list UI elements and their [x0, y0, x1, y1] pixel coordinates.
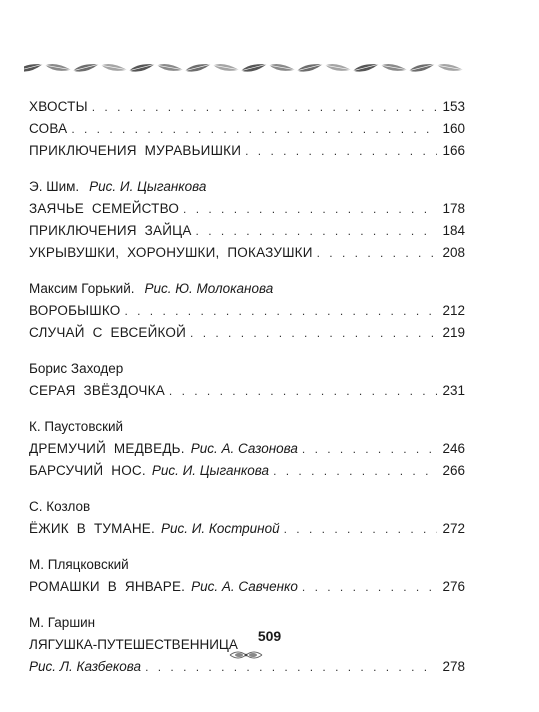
dot-leader: [273, 460, 437, 482]
author-name: М. Гаршин: [29, 615, 96, 630]
toc-entry[interactable]: [29, 518, 465, 540]
dot-leader: [317, 242, 437, 264]
illustrator-credit: Рис. И. Цыганкова: [89, 179, 207, 194]
story-title: ЁЖИК В ТУМАНЕ.: [29, 521, 155, 536]
toc-entry[interactable]: [29, 380, 465, 402]
page-ref: 153: [442, 99, 465, 114]
page-ref: 184: [442, 223, 465, 238]
toc-entry[interactable]: [29, 242, 465, 264]
dot-leader: [183, 198, 437, 220]
page-ref: 266: [442, 463, 465, 478]
toc-entry[interactable]: [29, 322, 465, 344]
toc-entry[interactable]: [29, 300, 465, 322]
author-name: К. Паустовский: [29, 419, 124, 434]
author-name: Э. Шим.: [29, 179, 80, 194]
story-title: БАРСУЧИЙ НОС.: [29, 463, 146, 478]
page-ref: 178: [442, 201, 465, 216]
toc-group: [29, 96, 465, 162]
dot-leader: [196, 220, 437, 242]
dot-leader: [124, 300, 437, 322]
page-ref: 212: [442, 303, 465, 318]
dot-leader: [302, 438, 437, 460]
toc-group: [29, 278, 465, 344]
dot-leader: [92, 96, 437, 118]
toc-entry[interactable]: [29, 438, 465, 460]
toc-entry[interactable]: [29, 576, 465, 598]
story-title: СОВА: [29, 121, 68, 136]
author-line: [29, 554, 465, 576]
toc-entry[interactable]: [29, 220, 465, 242]
toc-group: [29, 176, 465, 264]
story-title: ДРЕМУЧИЙ МЕДВЕДЬ.: [29, 441, 185, 456]
page-number: 509: [257, 628, 282, 644]
story-title: СЛУЧАЙ С ЕВСЕЙКОЙ: [29, 325, 187, 340]
table-of-contents: [29, 96, 465, 692]
toc-group: [29, 612, 465, 678]
toc-group: [29, 358, 465, 402]
page-ref: 246: [442, 441, 465, 456]
dot-leader: [190, 322, 437, 344]
author-line: [29, 176, 465, 198]
story-title: РОМАШКИ В ЯНВАРЕ.: [29, 579, 186, 594]
dot-leader: [284, 518, 437, 540]
page-ref: 278: [442, 659, 465, 674]
toc-group: [29, 496, 465, 540]
story-title: ЛЯГУШКА-ПУТЕШЕСТВЕННИЦА: [29, 637, 238, 652]
dot-leader: [71, 118, 437, 140]
toc-entry[interactable]: [29, 198, 465, 220]
illustrator-credit: Рис. А. Сазонова: [190, 441, 298, 456]
story-title: ПРИКЛЮЧЕНИЯ ЗАЙЦА: [29, 223, 192, 238]
toc-group: [29, 416, 465, 482]
illustrator-credit: Рис. И. Цыганкова: [151, 463, 270, 478]
page-ref: 208: [442, 245, 465, 260]
dot-leader: [169, 380, 437, 402]
story-title: ХВОСТЫ: [29, 99, 88, 114]
toc-entry[interactable]: [29, 96, 465, 118]
page-ref: 272: [442, 521, 465, 536]
author-name: Борис Заходер: [29, 361, 124, 376]
fish-ornament-icon: [228, 648, 264, 662]
dot-leader: [145, 656, 437, 678]
illustrator-credit: Рис. А. Савченко: [191, 579, 298, 594]
page-ref: 231: [442, 383, 465, 398]
illustrator-credit: Рис. Л. Казбекова: [29, 659, 142, 674]
feather-border-icon: [24, 57, 472, 79]
toc-group: [29, 554, 465, 598]
page-ref: 219: [442, 325, 465, 340]
story-title: ЗАЯЧЬЕ СЕМЕЙСТВО: [29, 201, 180, 216]
dot-leader: [245, 140, 437, 162]
illustrator-credit: Рис. Ю. Молоканова: [144, 281, 274, 296]
author-line: [29, 278, 465, 300]
toc-entry[interactable]: [29, 118, 465, 140]
page-ref: 166: [442, 143, 465, 158]
story-title: ВОРОБЫШКО: [29, 303, 121, 318]
author-name: С. Козлов: [29, 499, 91, 514]
toc-entry[interactable]: [29, 460, 465, 482]
illustrator-credit: Рис. И. Костриной: [160, 521, 280, 536]
author-line: [29, 358, 465, 380]
author-name: М. Пляцковский: [29, 557, 129, 572]
author-line: [29, 496, 465, 518]
page-ref: 160: [442, 121, 465, 136]
page-ref: 276: [442, 579, 465, 594]
author-name: Максим Горький.: [29, 281, 135, 296]
story-title: СЕРАЯ ЗВЁЗДОЧКА: [29, 383, 165, 398]
dot-leader: [302, 576, 437, 598]
story-title: ПРИКЛЮЧЕНИЯ МУРАВЬИШКИ: [29, 143, 242, 158]
author-line: [29, 416, 465, 438]
toc-entry[interactable]: [29, 140, 465, 162]
story-title: УКРЫВУШКИ, ХОРОНУШКИ, ПОКАЗУШКИ: [29, 245, 313, 260]
